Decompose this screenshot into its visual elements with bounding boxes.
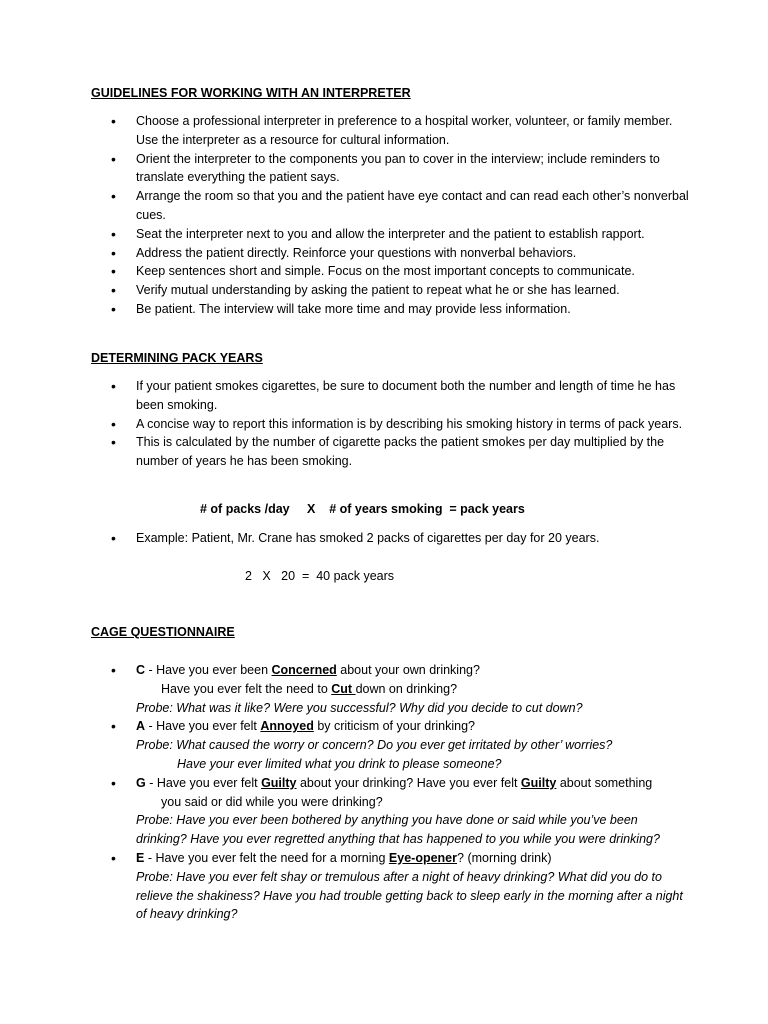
question-text: ? (morning drink) bbox=[457, 850, 552, 865]
list-item: • Verify mutual understanding by asking the patient to repeat what he or she has learned. bbox=[91, 281, 691, 300]
question-text: about something bbox=[556, 775, 653, 790]
list-item: • Seat the interpreter next to you and allow the interpreter and the patient to establish rapport. bbox=[91, 225, 691, 244]
keyword-guilty-2: Guilty bbox=[520, 775, 557, 790]
question-text: about your drinking? Have you ever felt bbox=[296, 775, 521, 790]
pack-years-example-list bbox=[91, 529, 691, 548]
list-item: • Choose a professional interpreter in preference to a hospital worker, volunteer, or family member. Use the interpreter as a resource for cultural information. bbox=[91, 112, 691, 150]
cage-item-g bbox=[91, 774, 691, 849]
list-item: • If your patient smokes cigarettes, be sure to document both the number and length of time he has been smoking. bbox=[91, 377, 691, 415]
probe-text: Probe: What caused the worry or concern? Do you ever get irritated by other’ worries? bbox=[136, 738, 613, 753]
question-text: - Have you ever been bbox=[145, 663, 272, 677]
pack-years-heading: DETERMINING PACK YEARS bbox=[91, 351, 263, 365]
keyword-cut: Cut bbox=[331, 681, 356, 696]
probe-text: Probe: What was it like? Were you successful? Why did you decide to cut down? bbox=[136, 700, 583, 715]
list-item: • Arrange the room so that you and the patient have eye contact and can read each other’s nonverbal cues. bbox=[91, 187, 691, 225]
probe-text-2: Have your ever limited what you drink to please someone? bbox=[177, 756, 502, 771]
probe-text: Probe: Have you ever felt shay or tremulous after a night of heavy drinking? What did you do to relieve the shakiness? Have you had trouble getting back to sleep early in the morning after a night of heavy drinking? bbox=[136, 869, 683, 922]
keyword-annoyed: Annoyed bbox=[260, 719, 314, 734]
cage-heading: CAGE QUESTIONNAIRE bbox=[91, 625, 235, 639]
keyword-guilty: Guilty bbox=[261, 775, 297, 790]
cage-item-c bbox=[91, 661, 691, 717]
question-text: - Have you ever felt bbox=[145, 775, 262, 790]
interpreter-heading: GUIDELINES FOR WORKING WITH AN INTERPRETER bbox=[91, 86, 411, 100]
pack-years-list bbox=[91, 377, 691, 471]
cage-letter-g: G bbox=[136, 775, 146, 790]
question-text: - Have you ever felt the need for a morning bbox=[144, 850, 389, 865]
pack-years-calculation: 2 X 20 = 40 pack years bbox=[245, 569, 395, 583]
list-item: • Orient the interpreter to the components you pan to cover in the interview; include reminders to translate everything the patient says. bbox=[91, 150, 691, 188]
question-text: by criticism of your drinking? bbox=[313, 719, 476, 734]
cage-letter-c: C bbox=[136, 663, 146, 677]
list-item: • Address the patient directly. Reinforce your questions with nonverbal behaviors. bbox=[91, 244, 691, 263]
cage-item-e bbox=[91, 849, 691, 924]
question-line-2 bbox=[136, 680, 691, 699]
question-text: Have you ever felt the need to bbox=[161, 681, 332, 696]
question-text: - Have you ever felt bbox=[145, 719, 261, 734]
cage-item-a bbox=[91, 717, 691, 773]
cage-letter-e: E bbox=[136, 850, 145, 865]
list-item: • This is calculated by the number of cigarette packs the patient smokes per day multiplied by the number of years he has been smoking. bbox=[91, 433, 691, 471]
keyword-eye-opener: Eye-opener bbox=[388, 850, 458, 865]
question-text: down on drinking? bbox=[355, 681, 458, 696]
question-line-2: you said or did while you were drinking? bbox=[161, 794, 383, 809]
list-item: • A concise way to report this information is by describing his smoking history in terms of pack years. bbox=[91, 415, 691, 434]
cage-list bbox=[91, 661, 691, 924]
keyword-concerned: Concerned bbox=[271, 663, 337, 677]
list-item: • Be patient. The interview will take more time and may provide less information. bbox=[91, 300, 691, 319]
list-item: • Keep sentences short and simple. Focus on the most important concepts to communicate. bbox=[91, 262, 691, 281]
probe-text: Probe: Have you ever been bothered by anything you have done or said while you’ve been drinking? Have you ever regretted anything that has happened to you while you were drinking? bbox=[136, 813, 660, 847]
cage-letter-a: A bbox=[136, 719, 146, 734]
interpreter-list bbox=[91, 112, 691, 319]
question-text: about your own drinking? bbox=[336, 663, 480, 677]
example-item: • Example: Patient, Mr. Crane has smoked 2 packs of cigarettes per day for 20 years. bbox=[91, 529, 691, 548]
pack-years-formula: # of packs /day X # of years smoking = pack years bbox=[200, 502, 525, 516]
